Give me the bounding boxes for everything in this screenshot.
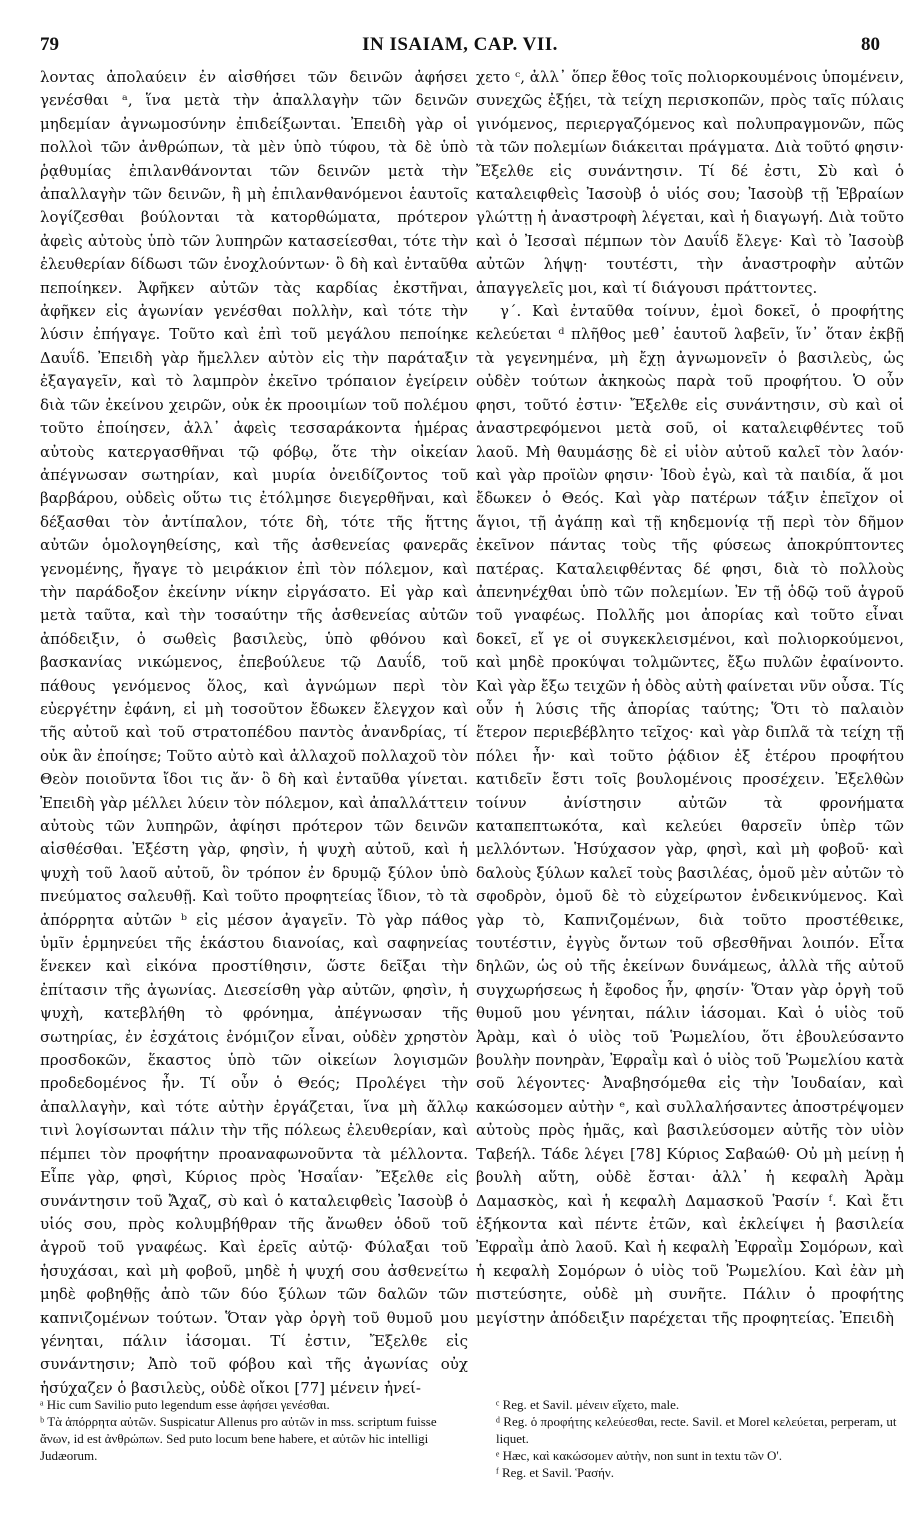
page-number-left: 79 [40,34,59,55]
footnotes-right [476,1396,904,1481]
right-column [476,66,904,1462]
footnote-a: ᵃ Hic cum Savilio puto legendum esse ἀφήσει γενέσθαι. [40,1397,330,1412]
running-head: IN ISAIAM, CAP. VII. [362,34,558,55]
right-paragraph-2: γ΄. Καὶ ἐνταῦθα τοίνυν, ἐμοὶ δοκεῖ, ὁ προφήτης κελεύεται ᵈ πλῆθος μεθ᾽ ἑαυτοῦ λαβεῖν, ἵν᾽ ὅταν ἐκβῇ τὰ γεγενημένα, μὴ ἔχῃ ἀγνωμονεῖν ὁ βασιλεὺς, ὡς οὐδὲν τούτων ἀκηκοὼς παρὰ τοῦ προφήτου. Ὁ οὖν φησι, τοῦτό ἐστιν· Ἔξελθε εἰς συνάντησιν, σὺ καὶ οἱ ἀναστρεφόμενοι μετὰ σοῦ, οἱ καταλειφθέντες τοῦ λαοῦ. Μὴ θαυμάσῃς δὲ εἰ υἱὸν αὐτοῦ καλεῖ τὸν λαόν· καὶ γὰρ προϊὼν φησιν· Ἰδοὺ ἐγὼ, καὶ τὰ παιδία, ἅ μοι ἔδωκεν ὁ Θεός. Καὶ γὰρ πατέρων τάξιν ἐπεῖχον οἱ ἅγιοι, τῇ ἀγάπῃ καὶ τῇ κηδεμονίᾳ τῇ περὶ τὸν δῆμον ἐκεῖνον πάντας τοὺς τῆς φύσεως ἀποκρύπτοντες πατέρας. Καταλειφθέντας δέ φησι, διὰ τὸ πολλοὺς ἀπενηνέχθαι ὑπὸ τῶν πολεμίων. Ἐν τῇ ὁδῷ τοῦ ἀγροῦ τοῦ γναφέως. Πολλῆς μοι ἀπορίας καὶ τοῦτο εἶναι δοκεῖ, εἴ γε οἱ συγκεκλεισμένοι, καὶ πολιορκούμενοι, καὶ μηδὲ προκύψαι τολμῶντες, ἔξω πυλῶν ἐφαίνοντο. Καὶ γὰρ ἔξω τειχῶν ἡ ὁδὸς αὐτὴ φαίνεται νῦν οὖσα. Τίς οὖν ἡ λύσις τῆς ἀπορίας ταύτης; Ὅτι τὸ παλαιὸν ἕτερον περιεβέβλητο τεῖχος· καὶ γὰρ διπλᾶ τὰ τείχη τῇ πόλει ἦν· καὶ τοῦτο ῥᾴδιον ἐξ ἑτέρου προφήτου κατιδεῖν ἔστι τοῖς βουλομένοις προσέχειν. Ἐξελθὼν τοίνυν ἀνίστησιν αὐτῶν τὰ φρονήματα καταπεπτωκότα, καὶ κελεύει θαρσεῖν ὑπὲρ τῶν μελλόντων. Ἡσύχασον γὰρ, φησὶ, καὶ μὴ φοβοῦ· καὶ δαλοὺς ξύλων καλεῖ τοὺς βασιλέας, ὁμοῦ μὲν αὐτῶν τὸ σφοδρὸν, ὁμοῦ δὲ τὸ εὐχείρωτον ἐνδεικνύμενος. Καὶ γὰρ τὸ, Καπνιζομένων, διὰ τοῦτο προστέθεικε, τουτέστιν, ἐγγὺς ὄντων τοῦ σβεσθῆναι λοιπόν. Εἶτα δηλῶν, ὡς οὐ τῆς ἐκείνων δυνάμεως, ἀλλὰ τῆς αὐτοῦ συγχωρήσεως ἡ ἔφοδος ἦν, φησίν· Ὅταν γὰρ ὀργὴ τοῦ θυμοῦ μου γένηται, πάλιν ἰάσομαι. Καὶ ὁ υἱὸς τοῦ Ἀρὰμ, καὶ ὁ υἱὸς τοῦ Ῥωμελίου, ὅτι ἐβουλεύσαντο βουλὴν πονηρὰν, Ἐφραῒμ καὶ ὁ υἱὸς τοῦ Ῥωμελίου κατὰ σοῦ λέγοντες· Ἀναβησόμεθα εἰς τὴν Ἰουδαίαν, καὶ κακώσομεν αὐτὴν ᵉ, καὶ συλλαλήσαντες ἀποστρέψομεν αὐτοὺς πρὸς ἡμᾶς, καὶ βασιλεύσομεν αὐτῆς τὸν υἱὸν Ταβεήλ. Τάδε λέγει [78] Κύριος Σαβαώθ· Οὐ μὴ μείνῃ ἡ βουλὴ αὕτη, οὐδὲ ἔσται· ἀλλ᾽ ἡ κεφαλὴ Ἀρὰμ Δαμασκὸς, καὶ ἡ κεφαλὴ Δαμασκοῦ Ῥασίν ᶠ. Καὶ ἔτι ἑξήκοντα καὶ πέντε ἐτῶν, καὶ ἐκλείψει ἡ βασιλεία Ἐφραῒμ ἀπὸ λαοῦ. Καὶ ἡ κεφαλὴ Ἐφραῒμ Σομόρων, καὶ ἡ κεφαλὴ Σομόρων ὁ υἱὸς τοῦ Ῥωμελίου. Καὶ ἐὰν μὴ πιστεύσητε, οὐδὲ μὴ συνῆτε. Πάλιν ὁ προφήτης μεγίστην ἀπόδειξιν παρέχεται τῆς προφητείας. Ἐπειδὴ [476,302,904,1327]
footnote-d: ᵈ Reg. ὁ προφήτης κελεύεσθαι, recte. Savil. et Morel κελεύεται, perperam, ut liquet. [496,1414,897,1446]
footnote-b: ᵇ Τὰ ἀπόρρητα αὐτῶν. Suspicatur Allenus pro αὐτῶν in mss. scriptum fuisse ἄνων, id est ἀνθρώπων. Sed puto locum bene habere, et αὐτῶν hic intelligi Judæorum. [40,1414,437,1463]
right-paragraph-1: χετο ᶜ, ἀλλ᾽ ὅπερ ἔθος τοῖς πολιορκουμένοις ὑπομένειν, συνεχῶς ἐξῄει, τὰ τείχη περισκοπῶν, πρὸς ταῖς πύλαις γινόμενος, περιεργαζόμενος καὶ πολυπραγμονῶν, πῶς τὰ τῶν πολεμίων διάκειται πράγματα. Διὰ τοῦτό φησιν· Ἔξελθε εἰς συνάντησιν. Τί δέ ἐστι, Σὺ καὶ ὁ καταλειφθεὶς Ἰασοὺβ ὁ υἱός σου; Ἰασοὺβ τῇ Ἑβραίων γλώττῃ ἡ ἀναστροφὴ λέγεται, καὶ ἡ διαγωγή. Διὰ τοῦτο καὶ ὁ Ἰεσσαὶ πέμπων τὸν Δαυΐδ ἔλεγε· Καὶ τὸ Ἰασοὺβ αὐτῶν λήψῃ· τουτέστι, τὴν ἀναστροφὴν αὐτῶν ἀπαγγελεῖς μοι, καὶ τί διάγουσι πράττοντες. [476,68,904,297]
page-number-right: 80 [861,34,880,55]
left-paragraph-1: λοντας ἀπολαύειν ἐν αἰσθήσει τῶν δεινῶν ἀφήσει γενέσθαι ᵃ, ἵνα μετὰ τὴν ἀπαλλαγὴν τῶν δεινῶν μηδεμίαν ἀγνωμοσύνην ἐπιδείξωνται. Ἐπειδὴ γὰρ οἱ πολλοὶ τῶν ἀνθρώπων, τὰ μὲν ὑπὸ τύφου, τὰ δὲ ὑπὸ ῥᾳθυμίας ἐπιλανθάνονται τῶν δεινῶν μετὰ τὴν ἀπαλλαγὴν τῶν δεινῶν, ἢ μὴ ἐπιλανθανόμενοι ἑαυτοῖς λογίζεσθαι βούλονται τὰ κατορθώματα, πρότερον ἀφεὶς αὐτοὺς ὑπὸ τῶν λυπηρῶν κατασείεσθαι, τότε τὴν ἐλευθερίαν δίδωσι τῶν ἐνοχλούντων· ὃ δὴ καὶ ἐνταῦθα πεποίηκεν. Ἀφῆκεν αὐτῶν τὰς καρδίας ἐκστῆναι, ἀφῆκεν εἰς ἀγωνίαν γενέσθαι πολλὴν, καὶ τότε τὴν λύσιν ἐπήγαγε. Τοῦτο καὶ ἐπὶ τοῦ μεγάλου πεποίηκε Δαυΐδ. Ἐπειδὴ γὰρ ἤμελλεν αὐτὸν εἰς τὴν παράταξιν ἐξαγαγεῖν, καὶ τὸ λαμπρὸν ἐκεῖνο τρόπαιον ἐγείρειν διὰ τῶν ἐκείνου χειρῶν, οὐκ ἐκ προοιμίων τοῦ πολέμου τοῦτο ἐποίησεν, ἀλλ᾽ ἀφεὶς τεσσαράκοντα ἡμέρας αὐτοὺς κατεργασθῆναι τῷ φόβῳ, ὅτε τὴν οἰκείαν ἀπέγνωσαν σωτηρίαν, καὶ μυρία ὀνειδίζοντος τοῦ βαρβάρου, οὐδεὶς οὕτω τις ἐτόλμησε διεγερθῆναι, καὶ δέξασθαι τὸν ἀντίπαλον, τότε δὴ, τότε τῆς ἥττης αὐτῶν ὁμολογηθείσης, καὶ τῆς ἀσθενείας φανερᾶς γενομένης, ἤγαγε τὸ μειράκιον ἐπὶ τὸν πόλεμον, καὶ τὴν παράδοξον ἐκείνην νίκην εἰργάσατο. Εἰ γὰρ καὶ μετὰ ταῦτα, καὶ τὴν τοσαύτην τῆς ἀσθενείας αὐτῶν ἀπόδειξιν, ὁ σωθεὶς βασιλεὺς, ὑπὸ φθόνου καὶ βασκανίας νικώμενος, ἐπεβούλευε τῷ Δαυΐδ, τοῦ πάθους γενόμενος ὅλος, καὶ ἀγνώμων περὶ τὸν εὐεργέτην ἐφάνη, εἰ μὴ τοσοῦτον ἔδωκεν ἔλεγχον καὶ τῆς αὐτοῦ καὶ τοῦ στρατοπέδου παντὸς ἀνανδρίας, τί οὐκ ἂν ἐποίησε; Τοῦτο αὐτὸ καὶ ἀλλαχοῦ πολλαχοῦ τὸν Θεὸν ποιοῦντα ἴδοι τις ἄν· ὃ δὴ καὶ ἐνταῦθα γίνεται. Ἐπειδὴ γὰρ μέλλει λύειν τὸν πόλεμον, καὶ ἀπαλλάττειν αὐτοὺς τῶν λυπηρῶν, ἀφίησι πρότερον τῶν δεινῶν αἰσθέσθαι. Ἐξέστη γὰρ, φησὶν, ἡ ψυχὴ αὐτοῦ, καὶ ἡ ψυχὴ τοῦ λαοῦ αὐτοῦ, ὃν τρόπον ἐν δρυμῷ ξύλον ὑπὸ πνεύματος σαλευθῇ. Καὶ τοῦτο προφητείας ἴδιον, τὸ τὰ ἀπόρρητα αὐτῶν ᵇ εἰς μέσον ἀγαγεῖν. Τὸ γὰρ πάθος ὑμῖν ἑρμηνεύει τῆς ἑκάστου διανοίας, καὶ σαφηνείας ἕνεκεν καὶ εἰκόνα προστίθησιν, ὥστε δεῖξαι τὴν ἐπίτασιν τῆς ἀγωνίας. Διεσείσθη γὰρ αὐτῶν, φησὶν, ἡ ψυχὴ, κατεβλήθη τὸ φρόνημα, ἀπέγνωσαν τῆς σωτηρίας, ἐν ἐσχάτοις ἐνόμιζον εἶναι, οὐδὲν χρηστὸν προσδοκῶν, ἕκαστος ὑπὸ τῶν οἰκείων λογισμῶν προδεδομένος ἦν. Τί οὖν ὁ Θεός; Προλέγει τὴν ἀπαλλαγὴν, καὶ τότε αὐτὴν ἐργάζεται, ἵνα μὴ ἄλλῳ τινὶ λογίσωνται πάλιν τὴν τῆς πόλεως ἐλευθερίαν, καὶ πέμπει τὸν προφήτην προαναφωνοῦντα τὰ μέλλοντα. Εἶπε γὰρ, φησὶ, Κύριος πρὸς Ἡσαΐαν· Ἔξελθε εἰς συνάντησιν τοῦ Ἄχαζ, σὺ καὶ ὁ καταλειφθεὶς Ἰασοὺβ ὁ υἱός σου, πρὸς κολυμβήθραν τῆς ἄνωθεν ὁδοῦ τοῦ ἀγροῦ τοῦ γναφέως. Καὶ ἐρεῖς αὐτῷ· Φύλαξαι τοῦ ἡσυχάσαι, καὶ μὴ φοβοῦ, μηδὲ ἡ ψυχή σου ἀσθενείτω μηδὲ φοβηθῇς ἀπὸ τῶν δύο ξύλων τῶν δαλῶν τῶν καπνιζομένων τούτων. Ὅταν γὰρ ὀργὴ τοῦ θυμοῦ μου γένηται, πάλιν ἰάσομαι. Τί ἐστιν, Ἔξελθε εἰς συνάντησιν; Ἀπὸ τοῦ φόβου καὶ τῆς ἀγωνίας οὐχ ἡσύχαζεν ὁ βασιλεὺς, οὐδὲ οἴκοι [77] μένειν ἠνεί- [40,68,468,1397]
footnotes-left [40,1396,468,1464]
left-column [40,66,468,1462]
page-header [40,34,880,58]
footnote-f: ᶠ Reg. et Savil. Ῥασήν. [496,1465,615,1480]
footnote-c: ᶜ Reg. et Savil. μένειν εἴχετο, male. [496,1397,680,1412]
footnote-e: ᵉ Hæc, καὶ κακώσομεν αὐτὴν, non sunt in textu τῶν O'. [496,1448,783,1463]
